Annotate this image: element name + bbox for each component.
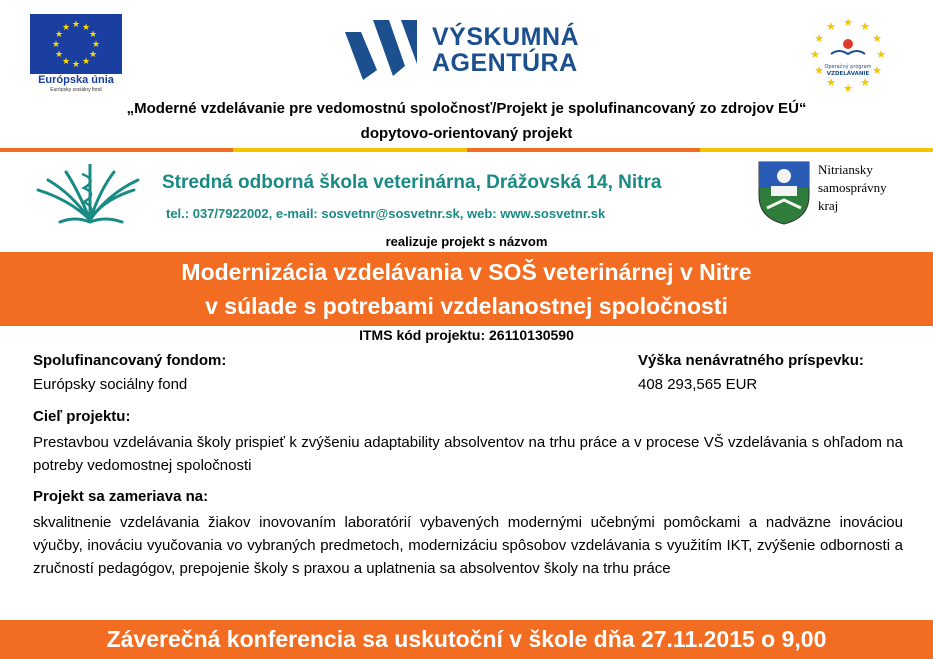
svg-text:★: ★ [51,40,61,50]
eu-flag-logo [30,14,122,74]
svg-text:★: ★ [843,16,853,29]
color-divider [0,148,933,152]
school-contact: tel.: 037/7922002, e-mail: sosvetnr@sosvetnr.sk, web: www.sosvetnr.sk [166,206,606,221]
svg-text:★: ★ [860,76,870,89]
svg-text:★: ★ [88,50,98,60]
project-title-banner [0,252,933,326]
svg-text:★: ★ [61,57,71,67]
region-line2: samosprávny [818,180,887,195]
region-line3: kraj [818,198,839,213]
svg-text:★: ★ [826,20,836,33]
svg-text:★: ★ [71,60,81,70]
op-vzdelavanie-logo [805,14,891,104]
svg-text:★: ★ [872,32,882,45]
op-logo-line2: VZDELÁVANIE [826,71,870,77]
goal-label: Cieľ projektu: [33,408,131,425]
region-line1: Nitriansky [818,162,873,177]
svg-text:★: ★ [814,64,824,77]
svg-text:★: ★ [872,64,882,77]
agency-name-line2: AGENTÚRA [432,49,578,77]
focus-label: Projekt sa zameriava na: [33,488,209,505]
project-title-line1: Modernizácia vzdelávania v SOŠ veterinárnej v Nitre [181,259,752,285]
fund-value: Európsky sociálny fond [33,376,188,393]
focus-text: skvalitnenie vzdelávania žiakov inovovaním laboratórií vybavených modernými učebnými pomôckami a nadväzne inováciou výučby, inováciu vyučovania vo vybraných predmetoch, modernizáciu spôsobov vzdelávania s využitím IKT, zvýšenie odbornosti a zručností pedagógov, prepojenie školy s praxou a uplatnenia sa absolventov školy na trhu práce [33,514,903,577]
itms-code: ITMS kód projektu: 26110130590 [359,327,574,343]
svg-text:★: ★ [81,23,91,33]
svg-text:★: ★ [876,48,886,61]
region-crest-logo [757,160,811,226]
conference-announcement: Záverečná konferencia sa uskutoční v škole dňa 27.11.2015 o 9,00 [106,626,827,652]
amount-label: Výška nenávratného príspevku: [638,352,864,369]
eu-subcaption: Európsky sociálny fond [50,87,102,93]
fund-label: Spolufinancovaný fondom: [33,352,227,369]
conference-banner [0,620,933,659]
agency-name-line1: VÝSKUMNÁ [432,23,580,51]
realizes-caption: realizuje projekt s názvom [385,234,548,249]
svg-text:★: ★ [860,20,870,33]
goal-text: Prestavbou vzdelávania školy prispieť k zvýšeniu adaptability absolventov na trhu práce a v procese VŠ vzdelávania s ohľadom na potreby vedomostnej spoločnosti [33,434,903,474]
svg-text:★: ★ [814,32,824,45]
svg-text:★: ★ [88,30,98,40]
op-logo-line1: Operačný program [824,64,872,70]
motto-line2: dopytovo-orientovaný projekt [360,125,573,142]
school-logo [30,160,155,230]
school-name: Stredná odborná škola veterinárna, Drážovská 14, Nitra [162,172,662,193]
agency-name [432,24,579,76]
svg-text:★: ★ [61,23,71,33]
project-motto [0,96,933,146]
svg-text:★: ★ [810,48,820,61]
project-title-line2: v súlade s potrebami vzdelanostnej spoločnosti [205,293,728,319]
svg-text:★: ★ [54,50,64,60]
region-name [818,161,918,215]
svg-text:★: ★ [81,57,91,67]
motto-line1: „Moderné vzdelávanie pre vedomostnú spoločnosť/Projekt je spolufinancovaný zo zdrojov EÚ“ [126,100,807,117]
svg-text:★: ★ [843,82,853,95]
svg-text:★: ★ [71,20,81,30]
svg-text:★: ★ [54,30,64,40]
amount-value: 408 293,565 EUR [638,376,758,393]
eu-caption: Európska únia [38,74,114,86]
svg-text:★: ★ [826,76,836,89]
research-agency-logo [343,14,423,84]
svg-text:★: ★ [91,40,101,50]
